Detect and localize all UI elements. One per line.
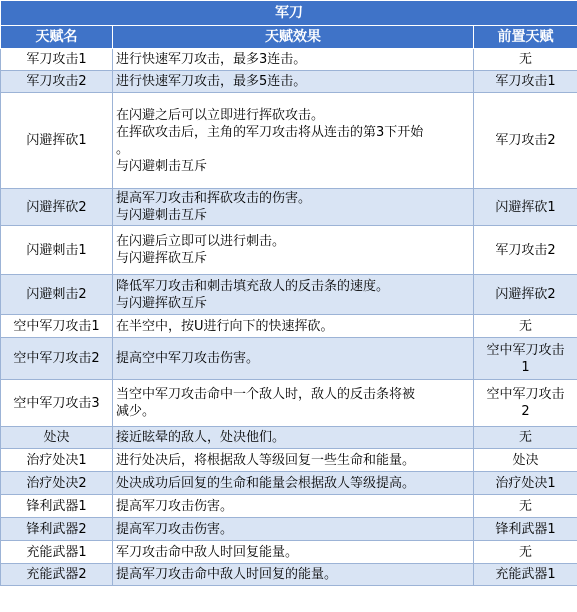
talent-name-cell: 闪避挥砍2	[1, 189, 113, 226]
talent-effect-cell	[113, 495, 474, 518]
talent-name-cell: 闪避挥砍1	[1, 93, 113, 189]
talent-name-cell: 空中军刀攻击3	[1, 380, 113, 427]
talent-name-cell: 闪避刺击1	[1, 226, 113, 275]
prerequisite-cell	[474, 49, 577, 71]
talent-name-cell: 充能武器1	[1, 541, 113, 564]
prerequisite-cell	[474, 93, 577, 189]
prerequisite-cell	[474, 189, 577, 226]
table-row	[1, 518, 577, 541]
talent-effect-cell	[113, 49, 474, 71]
prerequisite-line: 空中军刀攻击	[486, 387, 565, 402]
prerequisite-cell	[474, 380, 577, 427]
prerequisite-line: 锋利武器1	[495, 521, 556, 537]
prerequisite-line: 军刀攻击2	[495, 242, 556, 258]
talent-effect-line: 。	[116, 141, 130, 157]
prerequisite-cell	[474, 495, 577, 518]
prerequisite-cell	[474, 338, 577, 380]
talent-effect-cell	[113, 189, 474, 226]
talent-effect-line: 与闪避刺击互斥	[116, 208, 208, 223]
talent-effect-line: 降低军刀攻击和刺击填充敌人的反击条的速度。	[116, 278, 390, 294]
talent-effect-line: 在闪避之后可以立即进行挥砍攻击。	[116, 107, 325, 123]
prerequisite-cell	[474, 427, 577, 449]
talent-effect-line: 与闪避刺击互斥	[116, 158, 208, 174]
table-row	[1, 541, 577, 564]
table-row	[1, 472, 577, 495]
talent-effect-cell	[113, 380, 474, 427]
talent-effect-line: 进行快速军刀攻击，最多3连击。	[116, 52, 307, 67]
talent-name-cell: 闪避刺击2	[1, 275, 113, 315]
table-row	[1, 226, 577, 275]
prerequisite-cell	[474, 315, 577, 338]
prerequisite-cell	[474, 449, 577, 472]
talent-effect-cell	[113, 93, 474, 189]
talent-effect-cell	[113, 472, 474, 495]
table-row	[1, 49, 577, 71]
talent-effect-line: 与闪避挥砍互斥	[116, 295, 208, 311]
talent-effect-line: 在挥砍攻击后，主角的军刀攻击将从连击的第3下开始	[116, 124, 424, 140]
header-talent-effect: 天赋效果	[113, 26, 474, 49]
prerequisite-line: 军刀攻击2	[495, 133, 556, 148]
talent-effect-cell	[113, 541, 474, 564]
talent-name-cell: 处决	[1, 427, 113, 449]
header-talent-name: 天赋名	[1, 26, 113, 49]
prerequisite-line: 无	[519, 498, 533, 514]
prerequisite-line: 军刀攻击1	[495, 74, 556, 89]
table-row	[1, 564, 577, 586]
table-row	[1, 189, 577, 226]
talent-name-cell: 军刀攻击1	[1, 49, 113, 71]
table-row	[1, 93, 577, 189]
talent-effect-cell	[113, 338, 474, 380]
talent-effect-line: 军刀攻击命中敌人时回复能量。	[116, 544, 299, 560]
talent-name-cell: 充能武器2	[1, 564, 113, 586]
talent-effect-line: 提高军刀攻击伤害。	[116, 521, 234, 537]
talent-effect-line: 减少。	[116, 404, 156, 419]
talent-effect-cell	[113, 226, 474, 275]
talent-effect-line: 进行快速军刀攻击，最多5连击。	[116, 74, 307, 89]
prerequisite-cell	[474, 518, 577, 541]
table-row	[1, 495, 577, 518]
talent-name-cell: 空中军刀攻击1	[1, 315, 113, 338]
prerequisite-line: 空中军刀攻击	[486, 342, 565, 358]
table-body	[1, 49, 577, 586]
talent-effect-cell	[113, 564, 474, 586]
table-header-row	[1, 26, 577, 49]
table-row	[1, 427, 577, 449]
table-title: 军刀	[1, 1, 577, 26]
table-row	[1, 380, 577, 427]
prerequisite-line: 处决	[512, 452, 539, 468]
talent-effect-line: 当空中军刀攻击命中一个敌人时，敌人的反击条将被	[116, 387, 416, 402]
talent-effect-line: 在闪避后立即可以进行刺击。	[116, 234, 286, 249]
table-row	[1, 449, 577, 472]
talent-effect-line: 进行处决后，将根据敌人等级回复一些生命和能量。	[116, 452, 416, 468]
prerequisite-line: 充能武器1	[495, 567, 556, 582]
table-row	[1, 275, 577, 315]
talent-effect-cell	[113, 449, 474, 472]
talent-effect-cell	[113, 71, 474, 93]
prerequisite-line: 闪避挥砍1	[495, 199, 556, 215]
talent-effect-line: 提高军刀攻击和挥砍攻击的伤害。	[116, 191, 312, 206]
prerequisite-line: 治疗处决1	[495, 475, 556, 491]
talent-name-cell: 治疗处决1	[1, 449, 113, 472]
talent-name-cell: 锋利武器2	[1, 518, 113, 541]
talent-effect-line: 处决成功后回复的生命和能量会根据敌人等级提高。	[116, 475, 416, 491]
table-row	[1, 71, 577, 93]
talent-effect-line: 在半空中，按U进行向下的快速挥砍。	[116, 318, 334, 334]
talent-name-cell: 空中军刀攻击2	[1, 338, 113, 380]
prerequisite-cell	[474, 541, 577, 564]
talent-effect-cell	[113, 518, 474, 541]
talent-effect-line: 提高军刀攻击命中敌人时回复的能量。	[116, 567, 338, 582]
prerequisite-line: 无	[519, 318, 533, 334]
talent-effect-cell	[113, 315, 474, 338]
prerequisite-cell	[474, 564, 577, 586]
talent-effect-cell	[113, 275, 474, 315]
talent-name-cell: 锋利武器1	[1, 495, 113, 518]
prerequisite-cell	[474, 275, 577, 315]
prerequisite-line: 无	[519, 544, 533, 560]
table-row	[1, 338, 577, 380]
prerequisite-line: 闪避挥砍2	[495, 287, 556, 302]
table-row	[1, 315, 577, 338]
prerequisite-line: 1	[521, 359, 530, 375]
talent-name-cell: 军刀攻击2	[1, 71, 113, 93]
header-prerequisite: 前置天赋	[474, 26, 577, 49]
table-title-row	[1, 1, 577, 26]
prerequisite-line: 2	[521, 404, 530, 419]
talent-effect-cell	[113, 427, 474, 449]
prerequisite-cell	[474, 226, 577, 275]
prerequisite-line: 无	[519, 52, 533, 67]
talent-effect-line: 接近眩晕的敌人，处决他们。	[116, 430, 286, 445]
prerequisite-cell	[474, 71, 577, 93]
talent-effect-line: 提高军刀攻击伤害。	[116, 498, 234, 514]
prerequisite-cell	[474, 472, 577, 495]
talent-effect-line: 与闪避挥砍互斥	[116, 251, 208, 266]
talent-effect-line: 提高空中军刀攻击伤害。	[116, 351, 260, 366]
prerequisite-line: 无	[519, 430, 533, 445]
talent-name-cell: 治疗处决2	[1, 472, 113, 495]
